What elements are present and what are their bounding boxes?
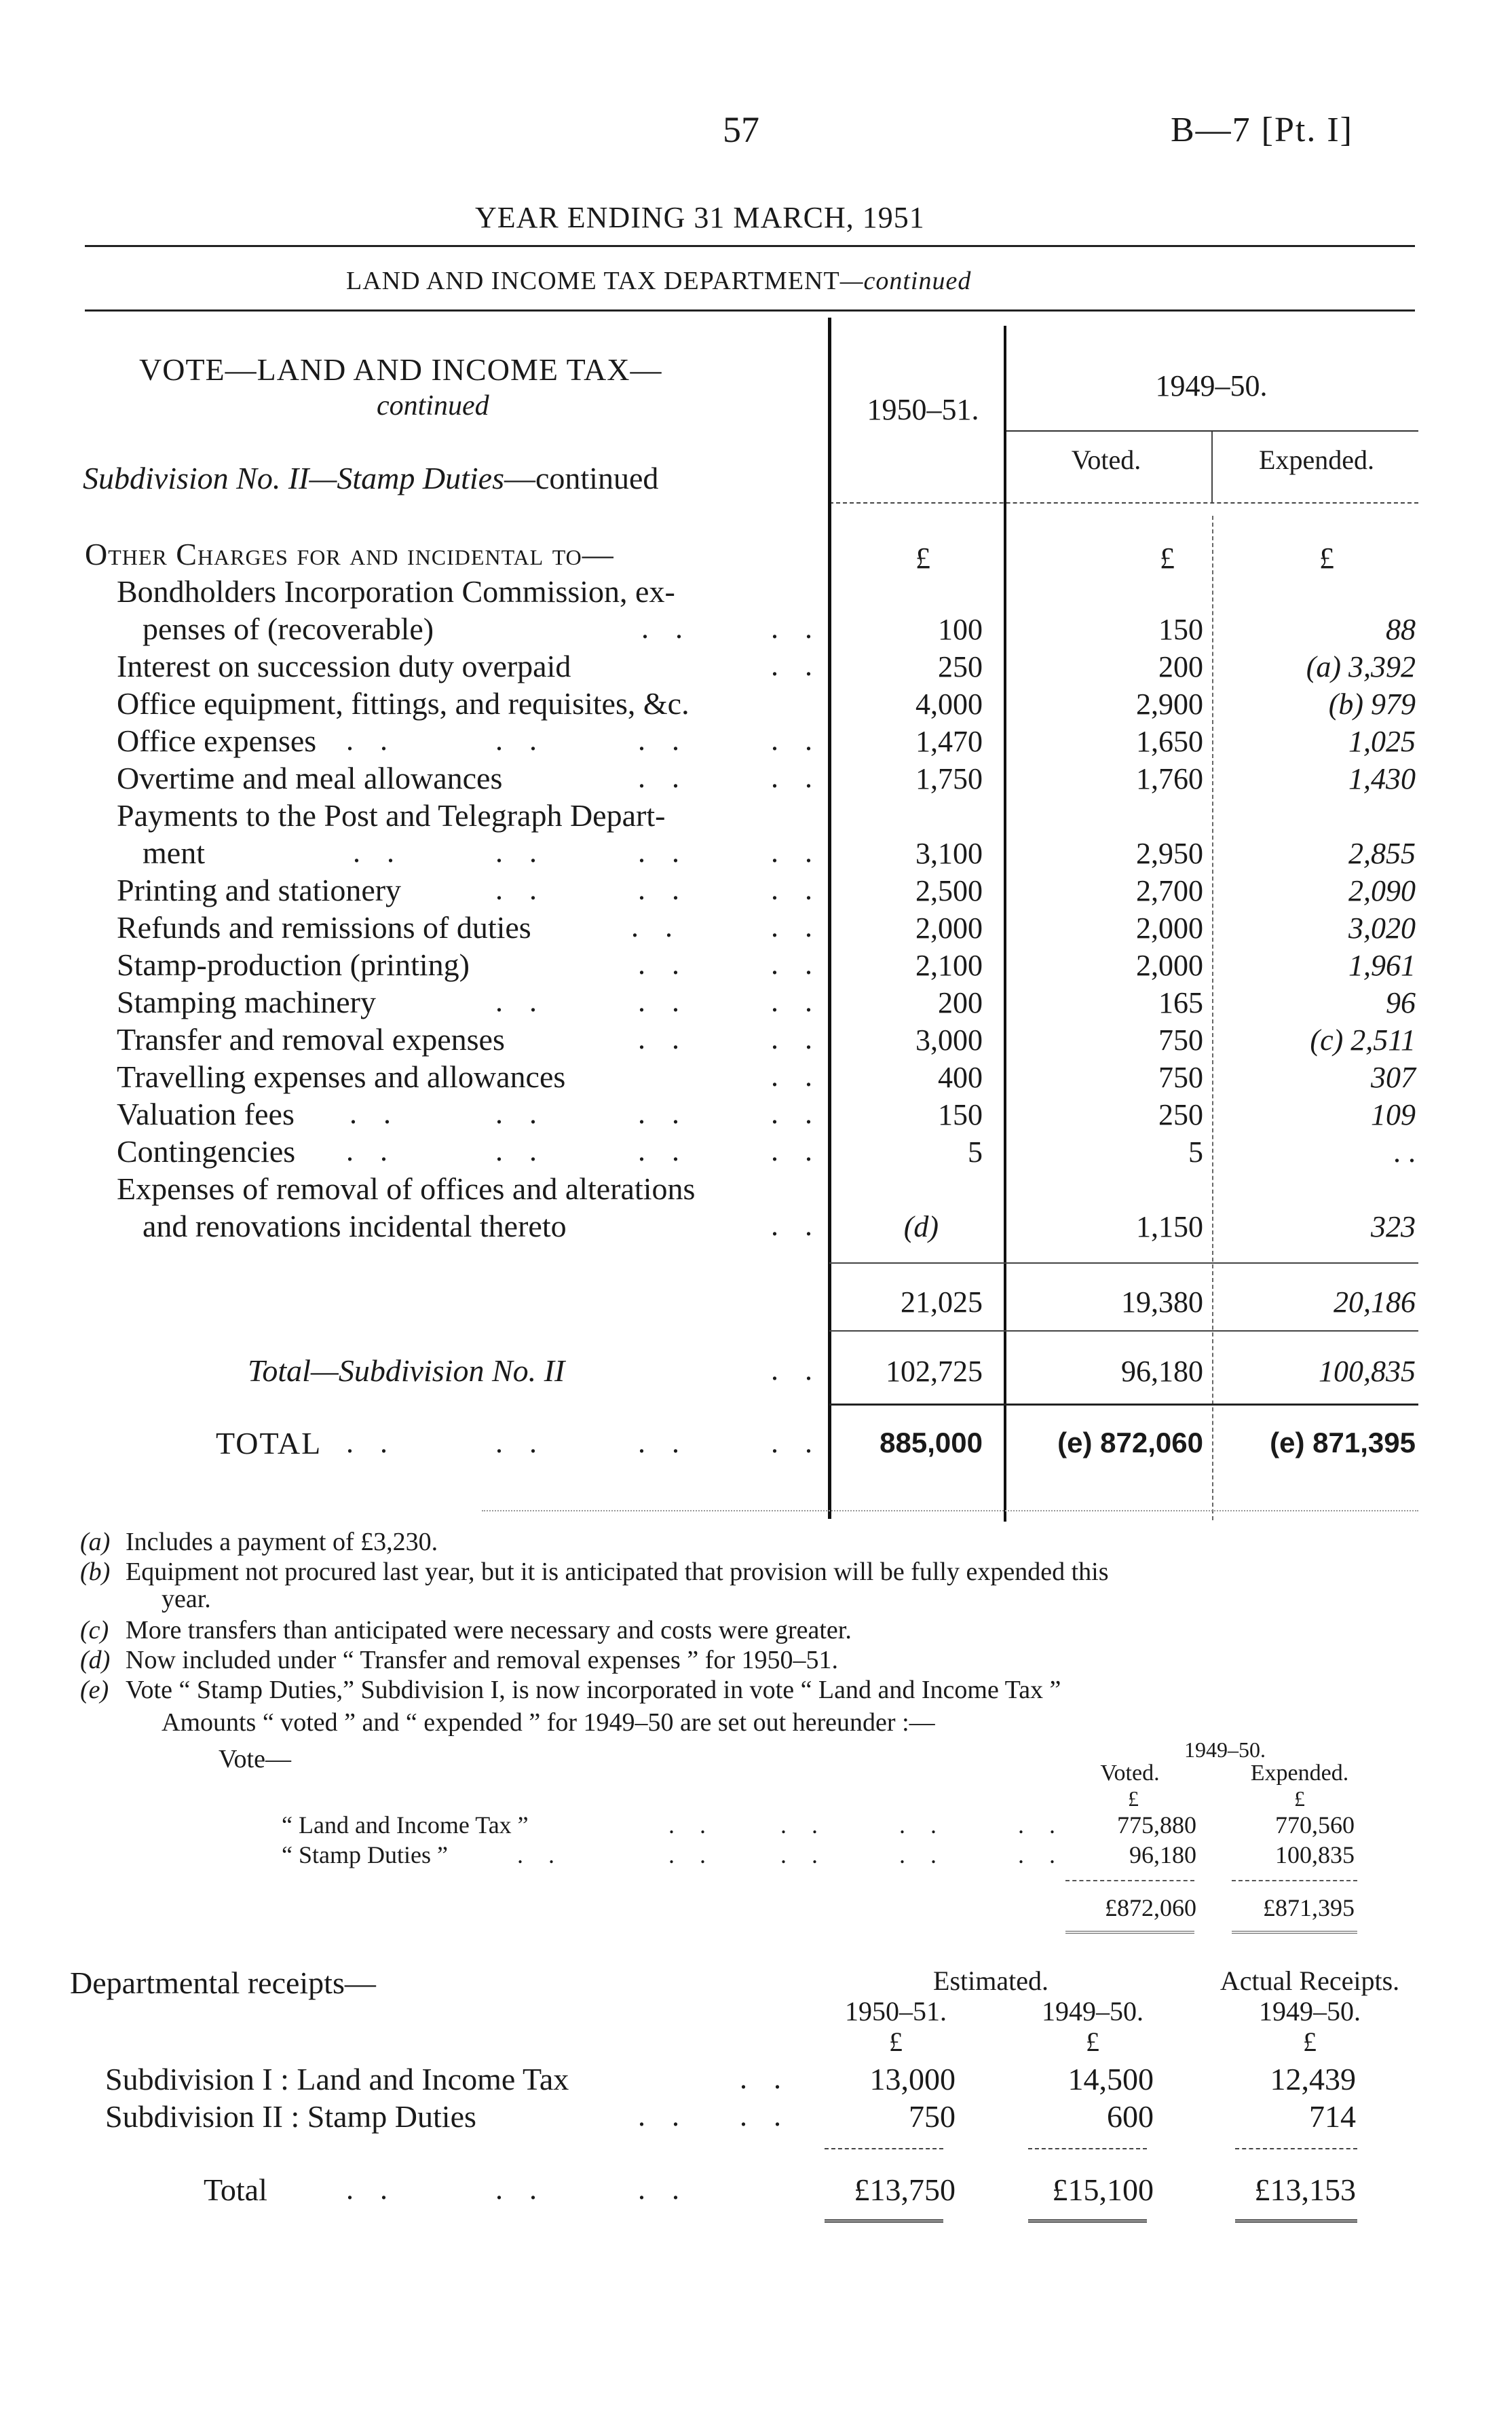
row-leader: . . (631, 910, 682, 943)
row-value-expended: 2,855 (1348, 837, 1416, 870)
receipts-currency-3: £ (1303, 2027, 1317, 2057)
receipts-col2-header: 1949–50. (1042, 1996, 1144, 2027)
row-label: Transfer and removal expenses (117, 1022, 505, 1057)
row-value-1950: 150 (938, 1098, 983, 1131)
row-value-1950: 2,000 (915, 911, 983, 945)
row-value-expended: 307 (1371, 1061, 1416, 1094)
row-value-voted: 150 (1158, 613, 1203, 646)
grand-total-label: TOTAL (216, 1426, 322, 1461)
column-header-1949: 1949–50. (1155, 369, 1268, 402)
row-label: Printing and stationery (117, 873, 402, 907)
total-subdivision-rule (829, 1330, 1418, 1332)
row-leader: . . (899, 1811, 946, 1839)
row-leader: . . (771, 1059, 822, 1093)
row-leader: . . (353, 835, 404, 869)
row-label: Bondholders Incorporation Commission, ex- (117, 574, 675, 609)
receipts-total-estimated-1949: £15,100 (1052, 2172, 1154, 2207)
row-value-expended: 96 (1386, 986, 1416, 1019)
receipts-col1-header: 1950–51. (845, 1996, 947, 2027)
grand-total-expended: (e) 871,395 (1270, 1427, 1416, 1458)
row-leader: . . (346, 1134, 397, 1167)
header-rule-bottom (85, 309, 1415, 312)
row-value-voted: 5 (1188, 1135, 1203, 1169)
row-value-expended: 3,020 (1348, 911, 1416, 945)
row-value-expended: (a) 3,392 (1306, 650, 1416, 683)
row-leader: . . (638, 723, 689, 757)
vote-table-voted: 775,880 (1117, 1811, 1196, 1839)
receipts-rule (1028, 2148, 1147, 2149)
footnote-c-mark: (c) (80, 1616, 109, 1644)
vote-table-label: Vote— (219, 1745, 291, 1773)
receipts-actual-1949: 12,439 (1270, 2062, 1356, 2096)
receipts-row-label: Subdivision II : Stamp Duties (105, 2099, 476, 2134)
vote-table-double-rule (1232, 1931, 1357, 1934)
row-label: Interest on succession duty overpaid (117, 649, 571, 683)
vote-table-voted-header: Voted. (1100, 1761, 1160, 1786)
subdivision-name: Subdivision No. II—Stamp Duties (83, 461, 504, 495)
row-leader: . . (495, 985, 546, 1018)
row-leader: . . (668, 1811, 715, 1839)
row-value-voted: 250 (1158, 1098, 1203, 1131)
row-value-voted: 2,950 (1136, 837, 1203, 870)
footnote-b-mark: (b) (80, 1558, 111, 1586)
vote-title-continued: continued (377, 390, 489, 421)
receipts-label: Departmental receipts— (70, 1965, 376, 2000)
row-value-voted: 2,700 (1136, 874, 1203, 907)
row-value-1950: 3,000 (915, 1023, 983, 1057)
page-number: 57 (723, 109, 759, 150)
column-rule-3 (1212, 516, 1213, 1520)
row-leader: . . (780, 1841, 827, 1868)
row-label: Overtime and meal allowances (117, 761, 503, 795)
row-value-expended: (c) 2,511 (1310, 1023, 1416, 1057)
footnote-e-mark: (e) (80, 1676, 109, 1704)
row-value-voted: 1,150 (1136, 1210, 1203, 1243)
row-label: Stamp-production (printing) (117, 947, 470, 982)
row-leader: . . (771, 611, 822, 645)
footnote-a-mark: (a) (80, 1528, 111, 1556)
row-value-1950: 2,100 (915, 949, 983, 982)
row-value-1950: 1,750 (915, 762, 983, 795)
column-header-expended: Expended. (1259, 445, 1374, 475)
receipts-col3-header: 1949–50. (1259, 1996, 1361, 2027)
page-title: YEAR ENDING 31 MARCH, 1951 (475, 201, 925, 234)
row-leader: . . (638, 1134, 689, 1167)
vote-table-rule (1065, 1880, 1194, 1881)
vote-table-expended-header: Expended. (1250, 1761, 1349, 1786)
row-leader: . . (1018, 1811, 1065, 1839)
column-header-voted: Voted. (1071, 445, 1141, 475)
receipts-rule (825, 2148, 943, 2149)
row-leader: . . (495, 1426, 546, 1459)
vote-table-total-expended: £871,395 (1263, 1894, 1355, 1921)
row-label: Stamping machinery (117, 985, 376, 1019)
footnote-d-mark: (d) (80, 1646, 111, 1674)
department-name: LAND AND INCOME TAX DEPARTMENT (346, 267, 840, 295)
row-leader: . . (771, 1022, 822, 1055)
vote-table-row-label: “ Land and Income Tax ” (282, 1811, 529, 1839)
row-value-1950: 400 (938, 1061, 983, 1094)
subdivision-heading (83, 460, 658, 496)
vote-table-rule (1232, 1880, 1357, 1881)
subdivision-continued: —continued (504, 461, 659, 495)
header-divider-voted-expended (1211, 432, 1213, 502)
row-leader: . . (668, 1841, 715, 1868)
vote-table-currency-voted: £ (1128, 1786, 1139, 1811)
total-subdivision-expended: 100,835 (1319, 1355, 1416, 1388)
vote-table-voted: 96,180 (1129, 1841, 1196, 1868)
footnote-b-continued: year. (162, 1585, 211, 1613)
vote-table-currency-expended: £ (1294, 1786, 1305, 1811)
row-leader: . . (771, 761, 822, 794)
row-value-voted: 750 (1158, 1061, 1203, 1094)
row-leader: . . (771, 723, 822, 757)
row-value-1950: 200 (938, 986, 983, 1019)
row-label: Payments to the Post and Telegraph Depart- (117, 798, 666, 833)
row-leader: . . (771, 873, 822, 906)
row-leader: . . (346, 2172, 397, 2206)
receipts-total-actual-1949: £13,153 (1254, 2172, 1356, 2207)
row-leader: . . (638, 1022, 689, 1055)
row-value-voted: 1,650 (1136, 725, 1203, 758)
row-leader: . . (638, 947, 689, 981)
row-leader: . . (771, 947, 822, 981)
receipts-estimated-header: Estimated. (933, 1965, 1048, 1996)
vote-table-expended: 770,560 (1275, 1811, 1355, 1839)
row-value-expended: 1,961 (1348, 949, 1416, 982)
row-value-voted: 2,000 (1136, 949, 1203, 982)
vote-table-expended: 100,835 (1275, 1841, 1355, 1868)
receipts-total-estimated-1950: £13,750 (854, 2172, 956, 2207)
subtotal-1950: 21,025 (901, 1285, 983, 1319)
row-leader: . . (1018, 1841, 1065, 1868)
row-leader: . . (740, 2062, 791, 2095)
row-label: Travelling expenses and allowances (117, 1059, 566, 1094)
row-leader: . . (638, 873, 689, 906)
row-leader: . . (495, 723, 546, 757)
department-continued: —continued (839, 267, 972, 295)
row-leader: . . (346, 1426, 397, 1459)
row-value-1950: 4,000 (915, 688, 983, 721)
column-rule-1 (828, 318, 831, 1519)
row-value-voted: 2,900 (1136, 688, 1203, 721)
row-leader: . . (638, 1097, 689, 1130)
row-value-1950: (d) (903, 1210, 939, 1243)
subtotal-voted: 19,380 (1121, 1285, 1203, 1319)
row-value-voted: 165 (1158, 986, 1203, 1019)
vote-table-row-label: “ Stamp Duties ” (282, 1841, 448, 1868)
page-reference: B—7 [Pt. I] (1171, 111, 1353, 149)
footnote-c: More transfers than anticipated were necessary and costs were greater. (126, 1616, 852, 1644)
row-leader: . . (638, 835, 689, 869)
receipts-actual-1949: 714 (1309, 2099, 1356, 2134)
grand-total-1950: 885,000 (880, 1427, 983, 1458)
row-value-expended: 2,090 (1348, 874, 1416, 907)
row-leader: . . (495, 2172, 546, 2206)
row-value-expended: . . (1393, 1135, 1416, 1169)
currency-expended: £ (1319, 542, 1334, 575)
row-leader: . . (495, 873, 546, 906)
column-header-1950: 1950–51. (867, 393, 979, 426)
row-leader: . . (638, 761, 689, 794)
row-label-continued: and renovations incidental thereto (143, 1209, 567, 1243)
row-label: Office expenses (117, 723, 317, 758)
row-leader: . . (349, 1097, 400, 1130)
footnote-b: Equipment not procured last year, but it is anticipated that provision will be fully expended this (126, 1558, 1109, 1586)
vote-table-year: 1949–50. (1184, 1737, 1266, 1762)
row-value-1950: 100 (938, 613, 983, 646)
row-leader: . . (641, 611, 692, 645)
receipts-estimated-1949: 14,500 (1067, 2062, 1154, 2096)
row-leader: . . (495, 835, 546, 869)
row-leader: . . (638, 985, 689, 1018)
header-rule-top (85, 245, 1415, 247)
receipts-rule (1235, 2148, 1357, 2149)
receipts-total-label: Total (204, 2172, 267, 2207)
column-rule-2 (1004, 326, 1006, 1522)
row-leader: . . (638, 2099, 689, 2132)
row-label: Contingencies (117, 1134, 296, 1169)
receipts-estimated-1950: 750 (909, 2099, 956, 2134)
row-leader: . . (771, 1353, 822, 1387)
receipts-double-rule (1235, 2219, 1357, 2223)
row-value-expended: 1,430 (1348, 762, 1416, 795)
row-label: Valuation fees (117, 1097, 295, 1131)
row-value-expended: 88 (1386, 613, 1416, 646)
row-value-1950: 1,470 (915, 725, 983, 758)
row-leader: . . (495, 1134, 546, 1167)
grand-total-voted: (e) 872,060 (1057, 1427, 1203, 1458)
row-value-expended: 109 (1371, 1098, 1416, 1131)
row-leader: . . (771, 1209, 822, 1242)
row-leader: . . (771, 1134, 822, 1167)
row-leader: . . (638, 1426, 689, 1459)
row-leader: . . (771, 1097, 822, 1130)
currency-1950: £ (915, 542, 930, 575)
row-leader: . . (771, 1426, 822, 1459)
row-value-voted: 200 (1158, 650, 1203, 683)
row-leader: . . (771, 649, 822, 682)
row-leader: . . (771, 985, 822, 1018)
row-label-continued: penses of (recoverable) (143, 611, 434, 646)
receipts-actual-header: Actual Receipts. (1220, 1965, 1400, 1996)
footnote-a: Includes a payment of £3,230. (126, 1528, 438, 1556)
row-leader: . . (740, 2099, 791, 2132)
row-leader: . . (638, 2172, 689, 2206)
total-subdivision-1950: 102,725 (886, 1355, 983, 1388)
row-leader: . . (495, 1097, 546, 1130)
subtotal-rule (829, 1262, 1418, 1264)
row-label: Refunds and remissions of duties (117, 910, 531, 945)
row-value-voted: 1,760 (1136, 762, 1203, 795)
header-rule-columns (829, 502, 1418, 504)
row-value-1950: 2,500 (915, 874, 983, 907)
row-leader: . . (517, 1841, 564, 1868)
receipts-currency-1: £ (889, 2027, 903, 2057)
footnote-d: Now included under “ Transfer and removal expenses ” for 1950–51. (126, 1646, 839, 1674)
row-leader: . . (771, 835, 822, 869)
section-heading: Other Charges for and incidental to— (85, 537, 614, 571)
row-value-1950: 3,100 (915, 837, 983, 870)
row-label-continued: ment (143, 835, 205, 870)
row-value-voted: 2,000 (1136, 911, 1203, 945)
row-leader: . . (899, 1841, 946, 1868)
receipts-double-rule (825, 2219, 943, 2223)
receipts-estimated-1949: 600 (1107, 2099, 1154, 2134)
receipts-double-rule (1028, 2219, 1147, 2223)
row-value-1950: 5 (968, 1135, 983, 1169)
table-bottom-rule (482, 1510, 1418, 1511)
row-label: Expenses of removal of offices and alterations (117, 1171, 696, 1206)
subtotal-expended: 20,186 (1334, 1285, 1416, 1319)
row-value-expended: 323 (1371, 1210, 1416, 1243)
row-label: Office equipment, fittings, and requisites, &c. (117, 686, 689, 721)
row-leader: . . (771, 910, 822, 943)
row-value-1950: 250 (938, 650, 983, 683)
row-value-expended: 1,025 (1348, 725, 1416, 758)
row-leader: . . (346, 723, 397, 757)
vote-table-total-voted: £872,060 (1105, 1894, 1196, 1921)
department-heading (346, 266, 971, 296)
total-subdivision-voted: 96,180 (1121, 1355, 1203, 1388)
total-subdivision-label: Total—Subdivision No. II (248, 1353, 565, 1388)
row-value-expended: (b) 979 (1328, 688, 1416, 721)
vote-title: VOTE—LAND AND INCOME TAX— (139, 352, 662, 387)
vote-table-double-rule (1065, 1931, 1194, 1934)
footnote-e-continued: Amounts “ voted ” and “ expended ” for 1949–50 are set out hereunder :— (162, 1708, 935, 1737)
currency-voted: £ (1160, 542, 1175, 575)
receipts-row-label: Subdivision I : Land and Income Tax (105, 2062, 569, 2096)
row-leader: . . (780, 1811, 827, 1839)
row-value-voted: 750 (1158, 1023, 1203, 1057)
receipts-estimated-1950: 13,000 (869, 2062, 956, 2096)
footnote-e: Vote “ Stamp Duties,” Subdivision I, is now incorporated in vote “ Land and Income Tax ” (126, 1676, 1061, 1704)
grand-total-rule (829, 1404, 1418, 1406)
receipts-currency-2: £ (1086, 2027, 1099, 2057)
